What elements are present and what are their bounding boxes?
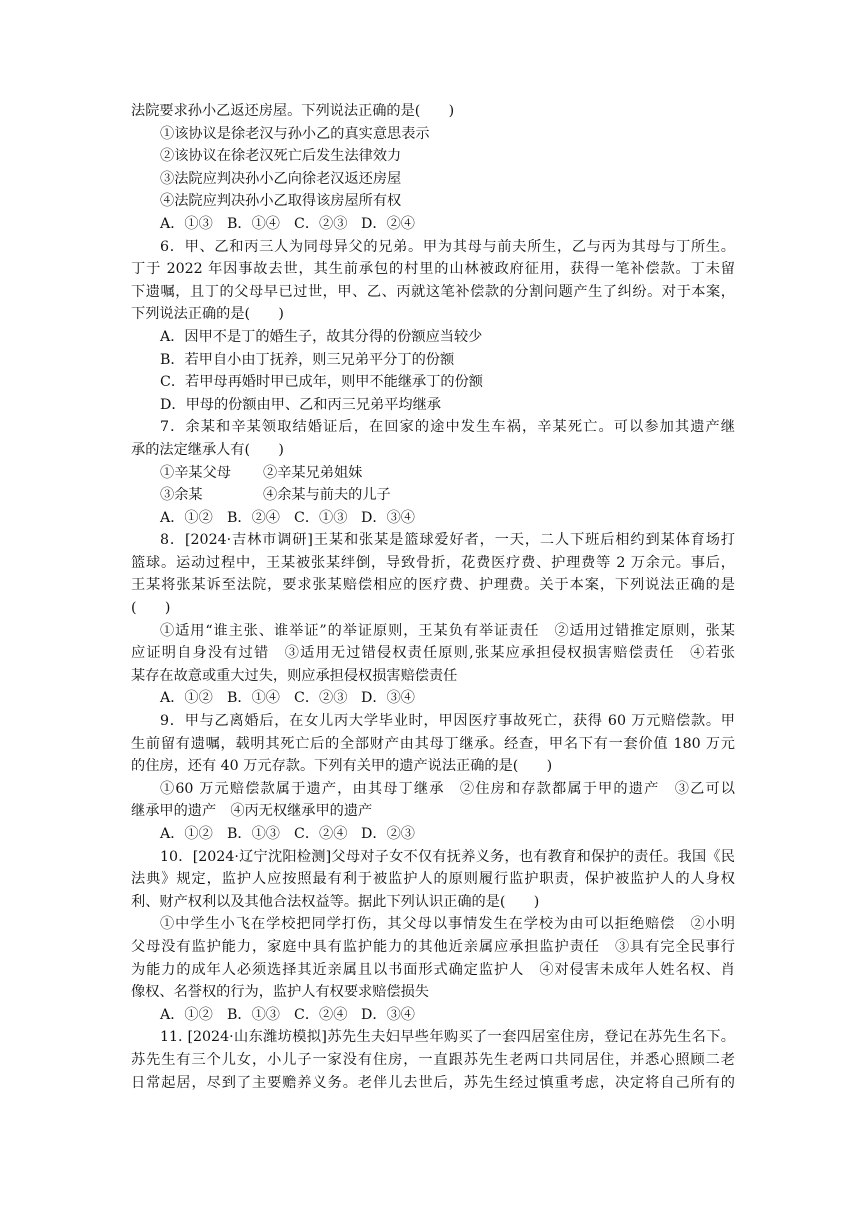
q8-option-b: B．①④ xyxy=(227,690,280,707)
q9-option-a: A．①② xyxy=(160,826,213,842)
q5-item: ④法院应判决孙小乙取得该房屋所有权 xyxy=(160,193,402,210)
q8-statement-line: 某存在故意或重大过失，则应承担侵权损害赔偿责任 xyxy=(131,667,458,684)
q6-stem-line: 下遗嘱，且丁的父母早已过世，甲、乙、丙就这笔补偿款的分割问题产生了纠纷。对于本案， xyxy=(131,283,735,300)
q11-stem-line: 日常起居，尽到了主要赡养义务。老伴儿去世后，苏先生经过慎重考虑，决定将自己所有的 xyxy=(131,1074,735,1091)
q7-item: ②辛某兄弟姐妹 xyxy=(263,464,363,481)
q5-option-b: B．①④ xyxy=(227,215,280,232)
q7-item: ③余某 xyxy=(160,487,203,504)
q6-stem-line: 丁于 2022 年因事故去世，其生前承包的村里的山林被政府征用，获得一笔补偿款。丁未留 xyxy=(131,261,735,278)
q6-stem-line: 下列说法正确的是( ) xyxy=(131,306,284,323)
q6-stem-line: 6．甲、乙和丙三人为同母异父的兄弟。甲为其母与前夫所生，乙与丙为其母与丁所生。 xyxy=(160,238,735,255)
q7-option-a: A．①② xyxy=(160,509,213,526)
q10-stem-line: 10．[2024·辽宁沈阳检测]父母对子女不仅有抚养义务，也有教育和保护的责任。我国《民 xyxy=(160,848,735,865)
q5-item: ①该协议是徐老汉与孙小乙的真实意思表示 xyxy=(160,125,430,142)
q7-option-c: C．①③ xyxy=(294,509,348,526)
q9-option-c: C．②④ xyxy=(294,826,348,842)
q10-stem-line: 利、财产权利以及其他合法权益等。据此下列认识正确的是( ) xyxy=(131,893,540,910)
q8-statement-line: ①适用“谁主张、谁举证”的举证原则，王某负有举证责任 ②适用过错推定原则，张某 xyxy=(160,622,735,639)
q7-stem-line: 7．余某和辛某领取结婚证后，在回家的途中发生车祸，辛某死亡。可以参加其遗产继 xyxy=(160,419,735,436)
q10-statement-line: ①中学生小飞在学校把同学打伤，其父母以事情发生在学校为由可以拒绝赔偿 ②小明 xyxy=(160,916,735,933)
q6-choice-c: C．若甲母再婚时甲已成年，则甲不能继承丁的份额 xyxy=(160,374,483,391)
q9-statement-line: 继承甲的遗产 ④丙无权继承甲的遗产 xyxy=(131,803,373,820)
q9-statement-line: ①60 万元赔偿款属于遗产，由其母丁继承 ②住房和存款都属于甲的遗产 ③乙可以 xyxy=(160,780,735,797)
q5-option-a: A．①③ xyxy=(160,215,213,232)
q10-statement-line: 父母没有监护能力，家庭中具有监护能力的其他近亲属应承担监护责任 ③具有完全民事行 xyxy=(131,938,735,955)
q7-item: ①辛某父母 xyxy=(160,464,231,481)
q7-option-d: D．③④ xyxy=(361,509,415,526)
q10-option-d: D．③④ xyxy=(361,1006,415,1023)
q5-item: ③法院应判决孙小乙向徐老汉返还房屋 xyxy=(160,170,402,187)
q6-choice-a: A．因甲不是丁的婚生子，故其分得的份额应当较少 xyxy=(160,328,483,345)
q9-stem-line: 生前留有遗嘱，载明其死亡后的全部财产由其母丁继承。经查，甲名下有一套价值 180 万元 xyxy=(131,735,735,752)
q9-option-d: D．②③ xyxy=(361,826,415,842)
q5-item: ②该协议在徐老汉死亡后发生法律效力 xyxy=(160,148,402,165)
q9-option-b: B．①③ xyxy=(227,826,280,842)
q5-stem-tail: 法院要求孙小乙返还房屋。下列说法正确的是( ) xyxy=(131,103,455,119)
q9-stem-line: 的住房，还有 40 万元存款。下列有关甲的遗产说法正确的是( ) xyxy=(131,758,553,775)
q8-stem-line: 8．[2024·吉林市调研]王某和张某是篮球爱好者，一天，二人下班后相约到某体育场打 xyxy=(160,532,735,549)
q7-option-b: B．②④ xyxy=(227,509,280,526)
q8-options xyxy=(131,687,735,710)
q10-statement-line: 为能力的成年人必须选择其近亲属且以书面形式确定监护人 ④对侵害未成年人姓名权、肖 xyxy=(131,961,735,978)
q7-item: ④余某与前夫的儿子 xyxy=(263,487,391,504)
q5-options xyxy=(131,213,735,236)
q10-option-b: B．①③ xyxy=(227,1006,280,1023)
q8-stem-line: 篮球。运动过程中，王某被张某绊倒，导致骨折，花费医疗费、护理费等 2 万余元。事后， xyxy=(131,554,735,571)
q8-option-c: C．②③ xyxy=(294,690,348,707)
q9-stem-line: 9．甲与乙离婚后，在女儿丙大学毕业时，甲因医疗事故死亡，获得 60 万元赔偿款。甲 xyxy=(160,713,735,730)
q11-stem-line: 11. [2024·山东潍坊模拟]苏先生夫妇早些年购买了一套四居室住房，登记在苏先生名下。 xyxy=(160,1029,735,1046)
q8-option-a: A．①② xyxy=(160,690,213,707)
q10-option-c: C．②④ xyxy=(294,1006,348,1023)
q10-option-a: A．①② xyxy=(160,1006,213,1023)
q8-statement-line: 应证明自身没有过错 ③适用无过错侵权责任原则,张某应承担侵权损害赔偿责任 ④若张 xyxy=(131,645,735,662)
q8-stem-line: ( ) xyxy=(131,600,171,617)
q6-choice-b: B．若甲自小由丁抚养，则三兄弟平分丁的份额 xyxy=(160,351,455,368)
q8-option-d: D．③④ xyxy=(361,690,415,707)
q7-item-row xyxy=(131,484,735,507)
q5-option-c: C．②③ xyxy=(294,215,348,232)
q8-stem-line: 王某将张某诉至法院，要求张某赔偿相应的医疗费、护理费。关于本案，下列说法正确的是 xyxy=(131,577,735,594)
q10-stem-line: 法典》规定，监护人应按照最有利于被监护人的原则履行监护职责，保护被监护人的人身权 xyxy=(131,871,735,888)
q10-statement-line: 像权、名誉权的行为，监护人有权要求赔偿损失 xyxy=(131,984,429,1001)
q5-option-d: D．②④ xyxy=(361,215,415,232)
q7-options xyxy=(131,507,735,530)
q11-stem-line: 苏先生有三个儿女，小儿子一家没有住房，一直跟苏先生老两口共同居住，并悉心照顾二老 xyxy=(131,1051,735,1068)
q10-options xyxy=(131,1004,735,1027)
q9-options xyxy=(131,823,735,846)
q7-item-row xyxy=(131,462,735,485)
q6-choice-d: D．甲母的份额由甲、乙和丙三兄弟平均继承 xyxy=(160,396,441,413)
question-content xyxy=(131,100,735,1094)
q7-stem-line: 承的法定继承人有( ) xyxy=(131,441,284,458)
